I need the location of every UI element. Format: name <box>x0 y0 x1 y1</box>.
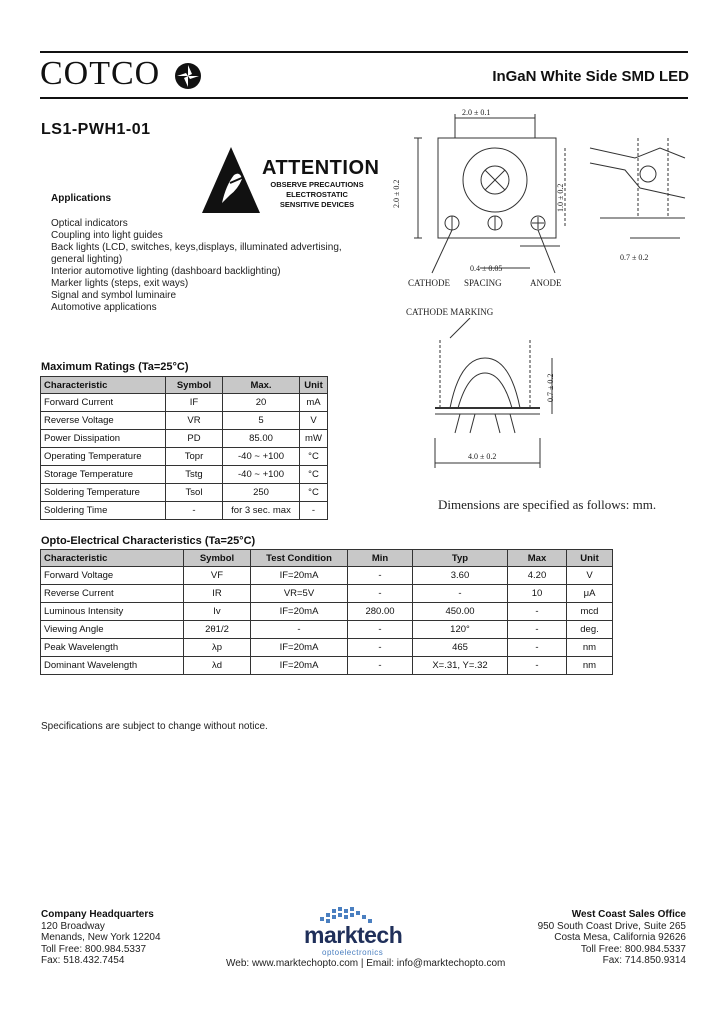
table-row <box>41 448 328 466</box>
header-rule <box>40 97 688 99</box>
table-row <box>41 621 613 639</box>
attention-line: SENSITIVE DEVICES <box>279 200 355 209</box>
cotco-logo-icon <box>173 61 203 91</box>
west-line: Toll Free: 800.984.5337 <box>580 943 686 955</box>
table-cell: Luminous Intensity <box>41 603 184 621</box>
table-cell: -40 ~ +100 <box>223 448 300 466</box>
dimensions-note: Dimensions are specified as follows: mm. <box>438 497 657 512</box>
table-cell: λd <box>184 657 251 675</box>
list-item: Back lights (LCD, switches, keys,displays, illuminated advertising, <box>51 242 342 253</box>
west-line: Costa Mesa, California 92626 <box>554 932 686 943</box>
table-cell: for 3 sec. max <box>223 502 300 520</box>
list-item: Optical indicators <box>51 218 128 229</box>
west-line: 950 South Coast Drive, Suite 265 <box>537 920 686 932</box>
table-cell: Topr <box>166 448 223 466</box>
table-cell: - <box>348 621 413 639</box>
applications-heading: Applications <box>51 193 112 204</box>
table-cell: V <box>300 412 328 430</box>
hq-line: Menands, New York 12204 <box>41 932 161 943</box>
attention-line: ELECTROSTATIC <box>286 190 348 199</box>
table-row <box>41 639 613 657</box>
table-cell: 4.20 <box>508 567 567 585</box>
table-cell: 120° <box>413 621 508 639</box>
opto-table <box>40 549 613 675</box>
cotco-logo <box>40 55 210 95</box>
column-header: Min <box>348 550 413 567</box>
dim-left-label: 2.0 ± 0.2 <box>392 179 401 208</box>
list-item: Coupling into light guides <box>51 230 163 241</box>
table-row <box>41 657 613 675</box>
table-header-row <box>41 550 613 567</box>
table-cell: nm <box>567 639 613 657</box>
table-cell: - <box>166 502 223 520</box>
table-cell: - <box>348 657 413 675</box>
table-cell: X=.31, Y=.32 <box>413 657 508 675</box>
table-cell: Viewing Angle <box>41 621 184 639</box>
table-cell: - <box>508 621 567 639</box>
table-cell: - <box>348 639 413 657</box>
opto-title: Opto-Electrical Characteristics (Ta=25°C) <box>41 535 256 547</box>
table-cell: 2θ1/2 <box>184 621 251 639</box>
table-cell: - <box>508 639 567 657</box>
table-row <box>41 394 328 412</box>
marktech-subtitle: optoelectronics <box>322 948 384 957</box>
table-cell: IR <box>184 585 251 603</box>
max-ratings-table <box>40 376 328 520</box>
hq-line: 120 Broadway <box>41 920 105 932</box>
west-line: Fax: 714.850.9314 <box>602 955 686 966</box>
column-header: Unit <box>567 550 613 567</box>
list-item: Marker lights (steps, exit ways) <box>51 278 189 289</box>
marktech-logo <box>300 905 430 957</box>
applications-list <box>51 218 351 314</box>
table-cell: mA <box>300 394 328 412</box>
table-row <box>41 502 328 520</box>
dim-top-label: 2.0 ± 0.1 <box>462 108 491 117</box>
dim-height-label: 0.7 ± 0.2 <box>546 373 555 402</box>
attention-box <box>262 157 380 210</box>
esd-warning-icon <box>200 145 262 215</box>
list-item: Interior automotive lighting (dashboard backlighting) <box>51 266 281 277</box>
table-cell: 3.60 <box>413 567 508 585</box>
table-cell: Dominant Wavelength <box>41 657 184 675</box>
table-header-row <box>41 377 328 394</box>
column-header: Symbol <box>166 377 223 394</box>
table-cell: IF <box>166 394 223 412</box>
max-ratings-title: Maximum Ratings (Ta=25°C) <box>41 361 189 373</box>
table-cell: - <box>413 585 508 603</box>
column-header: Max <box>508 550 567 567</box>
product-title: InGaN White Side SMD LED <box>492 68 689 85</box>
table-cell: V <box>567 567 613 585</box>
table-row <box>41 412 328 430</box>
table-cell: 85.00 <box>223 430 300 448</box>
part-number: LS1-PWH1-01 <box>41 121 151 138</box>
table-row <box>41 484 328 502</box>
table-cell: λp <box>184 639 251 657</box>
top-rule <box>40 51 688 53</box>
table-cell: - <box>348 567 413 585</box>
marktech-wordmark: marktech <box>304 922 403 948</box>
table-cell: IF=20mA <box>251 603 348 621</box>
attention-title: ATTENTION <box>262 157 380 179</box>
table-row <box>41 430 328 448</box>
column-header: Test Condition <box>251 550 348 567</box>
table-cell: Tsol <box>166 484 223 502</box>
column-header: Characteristic <box>41 377 166 394</box>
table-cell: 450.00 <box>413 603 508 621</box>
west-coast-address <box>486 909 686 967</box>
table-cell: °C <box>300 448 328 466</box>
table-cell: IF=20mA <box>251 567 348 585</box>
table-cell: -40 ~ +100 <box>223 466 300 484</box>
column-header: Unit <box>300 377 328 394</box>
spacing-label: SPACING <box>464 278 502 288</box>
dim-side-label: 0.7 ± 0.2 <box>620 253 649 262</box>
table-row <box>41 603 613 621</box>
hq-title: Company Headquarters <box>41 909 154 920</box>
west-title: West Coast Sales Office <box>571 909 686 920</box>
table-cell: Forward Current <box>41 394 166 412</box>
table-cell: mcd <box>567 603 613 621</box>
table-cell: °C <box>300 466 328 484</box>
table-row <box>41 585 613 603</box>
table-cell: 20 <box>223 394 300 412</box>
cathode-label: CATHODE <box>408 278 450 288</box>
table-cell: - <box>251 621 348 639</box>
table-cell: 250 <box>223 484 300 502</box>
table-cell: 10 <box>508 585 567 603</box>
table-cell: deg. <box>567 621 613 639</box>
anode-label: ANODE <box>530 278 562 288</box>
brand-name: COTCO <box>40 55 161 92</box>
table-cell: Reverse Current <box>41 585 184 603</box>
table-cell: Iv <box>184 603 251 621</box>
list-item: general lighting) <box>51 254 123 265</box>
table-cell: VR <box>166 412 223 430</box>
table-cell: VR=5V <box>251 585 348 603</box>
table-cell: 465 <box>413 639 508 657</box>
table-cell: - <box>300 502 328 520</box>
hq-line: Fax: 518.432.7454 <box>41 955 125 966</box>
dim-width-label: 4.0 ± 0.2 <box>468 452 497 461</box>
table-cell: - <box>508 657 567 675</box>
hq-line: Toll Free: 800.984.5337 <box>41 943 147 955</box>
attention-line: OBSERVE PRECAUTIONS <box>270 180 364 189</box>
table-cell: Tstg <box>166 466 223 484</box>
table-cell: Peak Wavelength <box>41 639 184 657</box>
web-email-line: Web: www.marktechopto.com | Email: info@marktechopto.com <box>226 958 506 969</box>
table-row <box>41 567 613 585</box>
table-cell: mW <box>300 430 328 448</box>
list-item: Automotive applications <box>51 302 157 313</box>
table-cell: Reverse Voltage <box>41 412 166 430</box>
cathode-marking-label: CATHODE MARKING <box>406 307 494 317</box>
table-cell: Operating Temperature <box>41 448 166 466</box>
table-cell: - <box>508 603 567 621</box>
table-cell: 280.00 <box>348 603 413 621</box>
dim-spacing-label: 0.4 ± 0.05 <box>470 264 503 273</box>
column-header: Characteristic <box>41 550 184 567</box>
dim-mid-label: 1.0 ± 0.2 <box>556 183 565 212</box>
table-cell: 5 <box>223 412 300 430</box>
table-cell: Storage Temperature <box>41 466 166 484</box>
table-cell: Soldering Time <box>41 502 166 520</box>
table-cell: °C <box>300 484 328 502</box>
change-notice: Specifications are subject to change without notice. <box>41 721 268 732</box>
column-header: Max. <box>223 377 300 394</box>
table-cell: Soldering Temperature <box>41 484 166 502</box>
table-cell: IF=20mA <box>251 639 348 657</box>
column-header: Typ <box>413 550 508 567</box>
table-cell: Forward Voltage <box>41 567 184 585</box>
table-cell: nm <box>567 657 613 675</box>
table-cell: PD <box>166 430 223 448</box>
table-cell: Power Dissipation <box>41 430 166 448</box>
list-item: Signal and symbol luminaire <box>51 290 177 301</box>
table-cell: μA <box>567 585 613 603</box>
table-cell: - <box>348 585 413 603</box>
column-header: Symbol <box>184 550 251 567</box>
hq-address <box>41 909 241 967</box>
top-view-drawing <box>400 108 690 293</box>
table-cell: VF <box>184 567 251 585</box>
table-cell: IF=20mA <box>251 657 348 675</box>
table-row <box>41 466 328 484</box>
